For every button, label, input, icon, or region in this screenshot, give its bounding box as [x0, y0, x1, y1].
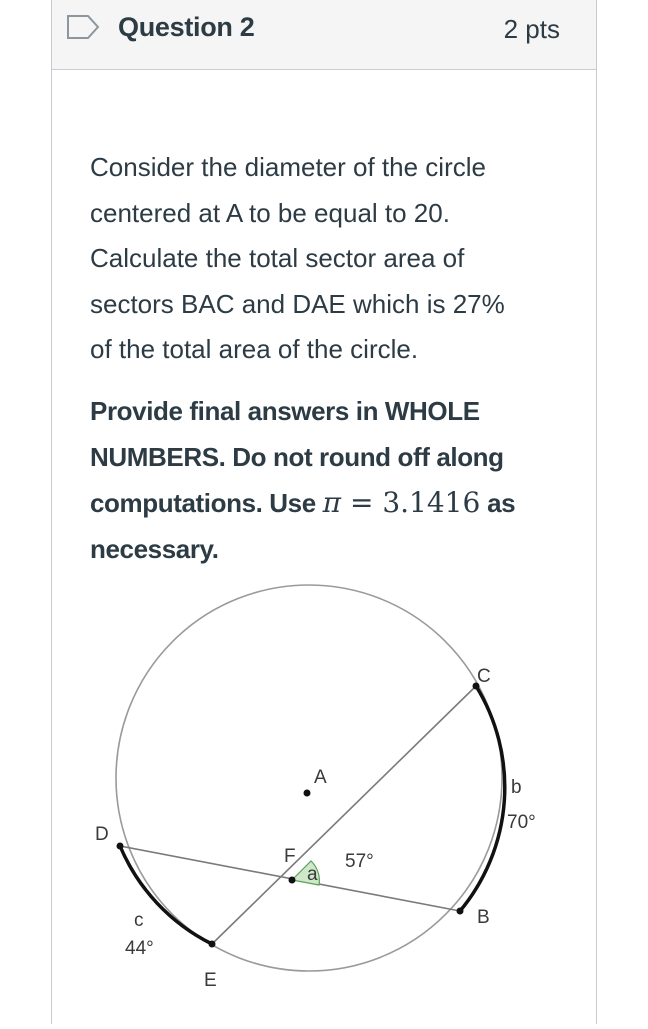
- label-e: E: [204, 970, 217, 991]
- pi-equation: [323, 486, 481, 519]
- label-d: D: [95, 824, 109, 845]
- circle-diagram: [52, 580, 598, 1024]
- label-arc-b: b: [511, 777, 522, 798]
- label-arc-c-value: 44°: [125, 938, 154, 959]
- label-arc-b-value: 70°: [507, 812, 536, 833]
- question-points: 2 pts: [503, 14, 560, 44]
- point-b: [457, 908, 464, 915]
- prompt-line: sectors BAC and DAE which is 27%: [90, 288, 505, 319]
- instruction-line: Provide final answers in WHOLE: [90, 396, 480, 426]
- pi-symbol: π: [322, 486, 342, 519]
- label-angle-a: a: [307, 864, 318, 885]
- label-f: F: [284, 846, 296, 867]
- question-header: [52, 0, 596, 70]
- arc-b: [460, 686, 505, 911]
- prompt-line: Calculate the total sector area of: [90, 243, 465, 273]
- question-title: Question 2: [118, 12, 255, 42]
- label-angle-a-value: 57°: [345, 851, 374, 872]
- prompt-line: centered at A to be equal to 20.: [90, 197, 450, 228]
- instruction-line: NUMBERS. Do not round off along: [90, 441, 504, 472]
- question-panel: [51, 0, 597, 1024]
- label-a: A: [314, 767, 327, 788]
- equals-sign: =: [349, 486, 374, 519]
- question-prompt: [90, 145, 580, 373]
- chord-ce: [212, 686, 476, 944]
- point-f: [289, 877, 296, 884]
- instruction-text: computations. Use: [90, 488, 316, 518]
- point-d: [117, 843, 124, 850]
- flag-question-icon[interactable]: [66, 14, 100, 40]
- circle-outline: [116, 585, 502, 971]
- prompt-line: of the total area of the circle.: [90, 334, 419, 364]
- point-e: [209, 941, 216, 948]
- label-c: C: [477, 666, 491, 687]
- point-a: [304, 790, 311, 797]
- label-arc-c: c: [134, 910, 144, 931]
- instruction-text: as: [487, 488, 516, 518]
- circle-diagram-svg: [52, 580, 598, 1024]
- instruction-line: necessary.: [90, 533, 219, 564]
- pi-value: 3.1416: [382, 486, 481, 519]
- prompt-line: Consider the diameter of the circle: [90, 152, 486, 182]
- question-instructions: [90, 389, 580, 572]
- label-b: B: [477, 907, 490, 928]
- instruction-line: [90, 480, 580, 527]
